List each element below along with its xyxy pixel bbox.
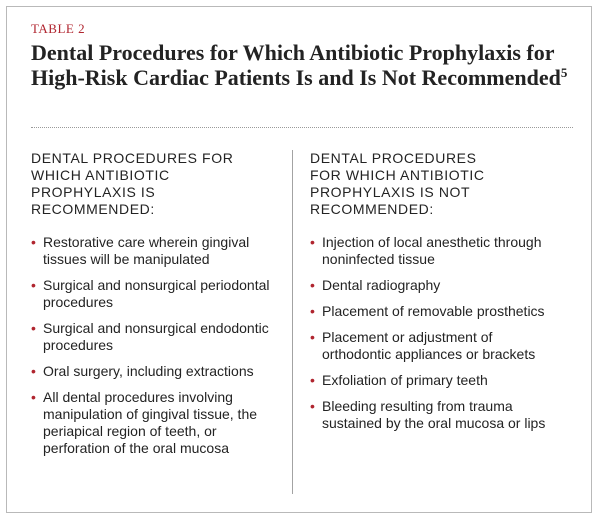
not-recommended-list xyxy=(310,234,565,432)
list-item xyxy=(310,329,565,363)
list-item-text: Placement or adjustment of orthodontic appliances or brackets xyxy=(322,329,536,362)
list-item-text: Restorative care wherein gingival tissues will be manipulated xyxy=(43,234,250,267)
list-item xyxy=(310,303,565,320)
bullet-icon: • xyxy=(31,389,36,405)
recommended-list xyxy=(31,234,281,457)
list-item xyxy=(31,363,281,380)
title-reference: 5 xyxy=(560,65,568,80)
bullet-icon: • xyxy=(310,329,315,345)
list-item-text: All dental procedures involving manipulation of gingival tissue, the periapical region of teeth, or perforation of the oral mucosa xyxy=(43,389,258,456)
not-recommended-column xyxy=(310,150,565,441)
bullet-icon: • xyxy=(310,372,315,388)
dotted-divider xyxy=(31,127,573,128)
list-item-text: Dental radiography xyxy=(322,277,441,293)
list-item xyxy=(310,234,565,268)
bullet-icon: • xyxy=(310,234,315,250)
bullet-icon: • xyxy=(310,398,315,414)
list-item-text: Bleeding resulting from trauma sustained by the oral mucosa or lips xyxy=(322,398,546,431)
table-label: TABLE 2 xyxy=(31,21,86,36)
list-item-text: Surgical and nonsurgical periodontal procedures xyxy=(43,277,270,310)
bullet-icon: • xyxy=(31,363,36,379)
list-item-text: Exfoliation of primary teeth xyxy=(322,372,488,388)
list-item xyxy=(310,372,565,389)
bullet-icon: • xyxy=(310,277,315,293)
column-divider xyxy=(292,150,293,494)
table-title xyxy=(31,40,571,90)
bullet-icon: • xyxy=(31,320,36,336)
list-item xyxy=(31,320,281,354)
recommended-column xyxy=(31,150,281,466)
bullet-icon: • xyxy=(31,277,36,293)
bullet-icon: • xyxy=(31,234,36,250)
list-item-text: Placement of removable prosthetics xyxy=(322,303,545,319)
recommended-heading: DENTAL PROCEDURES FOR WHICH ANTIBIOTIC PROPHYLAXIS IS RECOMMENDED: xyxy=(31,150,234,217)
list-item xyxy=(310,398,565,432)
list-item xyxy=(31,277,281,311)
list-item xyxy=(310,277,565,294)
bullet-icon: • xyxy=(310,303,315,319)
list-item-text: Surgical and nonsurgical endodontic procedures xyxy=(43,320,269,353)
list-item-text: Injection of local anesthetic through noninfected tissue xyxy=(322,234,542,267)
not-recommended-heading: DENTAL PROCEDURES FOR WHICH ANTIBIOTIC PROPHYLAXIS IS NOT RECOMMENDED: xyxy=(310,150,485,217)
list-item xyxy=(31,234,281,268)
list-item xyxy=(31,389,281,457)
title-text: Dental Procedures for Which Antibiotic Prophylaxis for High-Risk Cardiac Patients Is and Is Not Recommended xyxy=(31,40,561,90)
list-item-text: Oral surgery, including extractions xyxy=(43,363,254,379)
